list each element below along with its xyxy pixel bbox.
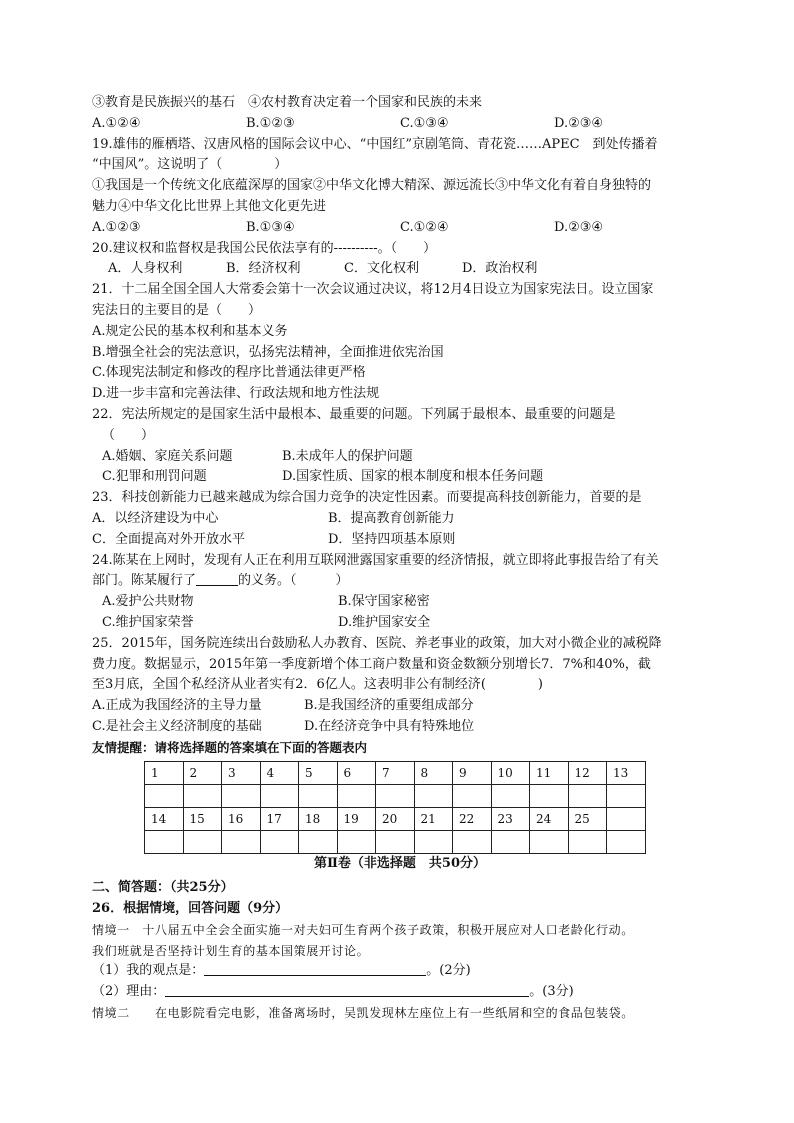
answer-number-cell: 13 xyxy=(607,761,646,784)
q21-stem-2: 宪法日的主要目的是（ ） xyxy=(92,302,262,318)
answer-number-cell: 23 xyxy=(491,807,530,830)
q26-scenario-2: 情境二 在电影院看完电影，准备离场时，吴凯发现林左座位上有一些纸屑和空的食品包装袋。 xyxy=(92,1006,634,1021)
q23-options-row-2 xyxy=(92,530,708,551)
answer-table xyxy=(144,761,646,854)
q24-options-row-1 xyxy=(92,592,708,613)
q22-option-d: D.国家性质、国家的根本制度和根本任务问题 xyxy=(282,469,544,485)
answer-blank-cell[interactable] xyxy=(568,784,607,807)
q22-option-a: A.婚姻、家庭关系问题 xyxy=(102,448,233,464)
answer-number-cell: 6 xyxy=(337,761,376,784)
answer-blank-cell[interactable] xyxy=(260,784,299,807)
q24-stem-2 xyxy=(92,571,708,592)
q21-option-c: C.体现宪法制定和修改的程序比普通法律更严格 xyxy=(92,365,366,381)
answer-blank-cell[interactable] xyxy=(222,830,261,853)
q20-option-d: D．政治权利 xyxy=(462,261,538,277)
answer-table-number-row-2 xyxy=(145,807,646,830)
answer-blank-cell[interactable] xyxy=(607,830,646,853)
answer-blank-cell[interactable] xyxy=(183,830,222,853)
answer-number-cell: 15 xyxy=(183,807,222,830)
q22-option-b: B.未成年人的保护问题 xyxy=(282,448,413,464)
answer-blank-cell[interactable] xyxy=(453,830,492,853)
q24-options-row-2 xyxy=(92,613,708,634)
q26-title: 26．根据情境，回答问题（9分） xyxy=(92,901,289,917)
answer-blank-cell[interactable] xyxy=(568,830,607,853)
answer-blank-cell[interactable] xyxy=(491,784,530,807)
answer-number-cell: 7 xyxy=(376,761,415,784)
q24-stem-1: 24.陈某在上网时，发现有人正在利用互联网泄露国家重要的经济情报，就立即将此事报告给了有关 xyxy=(92,552,659,568)
q25-stem-3: 至3月底，全国个私经济从业者实有2．6亿人。这表明非公有制经济( ) xyxy=(92,677,543,693)
q19-option-a: A.①②③ xyxy=(92,219,141,235)
q25-options-row-1 xyxy=(92,696,708,717)
q22-options-row-1 xyxy=(92,447,708,468)
q23-option-b: B．提高教育创新能力 xyxy=(328,510,455,526)
q18-options xyxy=(92,114,708,135)
answer-number-cell: 25 xyxy=(568,807,607,830)
answer-number-cell: 3 xyxy=(222,761,261,784)
answer-number-cell xyxy=(607,807,646,830)
answer-table-number-row-1 xyxy=(145,761,646,784)
answer-number-cell: 19 xyxy=(337,807,376,830)
q25-option-a: A.正成为我国经济的主导力量 xyxy=(92,698,262,714)
q23-stem: 23．科技创新能力已越来越成为综合国力竞争的决定性因素。而要提高科技创新能力，首要的是 xyxy=(92,490,642,506)
answer-blank-cell[interactable] xyxy=(607,784,646,807)
q26-sub-2-label: （2）理由： xyxy=(92,984,166,1000)
q18-option-a: A.①②④ xyxy=(92,115,141,131)
q26-sub-2-answer-blank[interactable] xyxy=(165,982,529,997)
q24-option-d: D.维护国家安全 xyxy=(338,614,431,630)
q26-sub-1-points: 。(2分) xyxy=(426,963,471,979)
q26-sub-2 xyxy=(92,982,708,1003)
q25-option-d: D.在经济竞争中具有特殊地位 xyxy=(304,718,475,734)
q22-option-c: C.犯罪和刑罚问题 xyxy=(102,469,207,485)
answer-blank-cell[interactable] xyxy=(414,830,453,853)
answer-number-cell: 17 xyxy=(260,807,299,830)
part-2-title: 第Ⅱ卷（非选择题 共50分） xyxy=(313,855,487,871)
q21-stem-1: 21．十二届全国全国人大常委会第十一次会议通过决议，将12月4日设立为国家宪法日。设立国家 xyxy=(92,282,654,298)
answer-number-cell: 20 xyxy=(376,807,415,830)
answer-table-blank-row-1 xyxy=(145,784,646,807)
answer-number-cell: 9 xyxy=(453,761,492,784)
answer-table-blank-row-2 xyxy=(145,830,646,853)
q26-sub-1-answer-blank[interactable] xyxy=(204,961,426,976)
answer-number-cell: 22 xyxy=(453,807,492,830)
answer-reminder: 友情提醒：请将选择题的答案填在下面的答题表内 xyxy=(92,739,368,755)
answer-number-cell: 24 xyxy=(530,807,569,830)
q23-option-c: C．全面提高对外开放水平 xyxy=(92,531,245,547)
q26-sub-1 xyxy=(92,961,708,982)
q19-stem-1: 19.雄伟的雁栖塔、汉唐风格的国际会议中心、“中国红”京剧笔筒、青花瓷……APEC 到处传播着 xyxy=(92,136,658,152)
q18-option-c: C.①③④ xyxy=(400,115,449,131)
answer-blank-cell[interactable] xyxy=(299,784,338,807)
q19-statements-2: 魅力④中华文化比世界上其他文化更先进 xyxy=(92,198,327,214)
q22-options-row-2 xyxy=(92,467,708,488)
answer-blank-cell[interactable] xyxy=(337,830,376,853)
answer-number-cell: 5 xyxy=(299,761,338,784)
q24-option-a: A.爱护公共财物 xyxy=(102,594,194,610)
q23-option-a: A．以经济建设为中心 xyxy=(92,510,219,526)
answer-blank-cell[interactable] xyxy=(145,830,184,853)
q20-option-b: B．经济权利 xyxy=(226,261,301,277)
answer-number-cell: 8 xyxy=(414,761,453,784)
answer-blank-cell[interactable] xyxy=(299,830,338,853)
answer-blank-cell[interactable] xyxy=(414,784,453,807)
answer-number-cell: 1 xyxy=(145,761,184,784)
answer-blank-cell[interactable] xyxy=(183,784,222,807)
q19-option-d: D.②③④ xyxy=(554,219,604,235)
q18-option-b: B.①②③ xyxy=(246,115,295,131)
q19-stem-2: “中国风”。这说明了（ ） xyxy=(92,157,288,173)
q20-options xyxy=(92,259,708,280)
q20-option-c: C．文化权利 xyxy=(344,261,419,277)
answer-number-cell: 16 xyxy=(222,807,261,830)
q19-statements-1: ①我国是一个传统文化底蕴深厚的国家②中华文化博大精深、源远流长③中华文化有着自身独特的 xyxy=(92,178,652,194)
answer-number-cell: 14 xyxy=(145,807,184,830)
answer-blank-cell[interactable] xyxy=(376,830,415,853)
q19-option-b: B.①③④ xyxy=(246,219,295,235)
q25-option-b: B.是我国经济的重要组成部分 xyxy=(304,698,474,714)
q25-options-row-2 xyxy=(92,717,708,738)
q20-stem: 20.建议权和监督权是我国公民依法享有的----------。（ ） xyxy=(92,240,437,256)
answer-blank-cell[interactable] xyxy=(145,784,184,807)
answer-number-cell: 4 xyxy=(260,761,299,784)
answer-number-cell: 10 xyxy=(491,761,530,784)
answer-number-cell: 21 xyxy=(414,807,453,830)
answer-blank-cell[interactable] xyxy=(222,784,261,807)
answer-number-cell: 2 xyxy=(183,761,222,784)
q22-stem-2: （ ） xyxy=(102,427,155,443)
q25-stem-1: 25．2015年，国务院连续出台鼓励私人办教育、医院、养老事业的政策，加大对小微企业的减税降 xyxy=(92,635,662,651)
q22-stem-1: 22．宪法所规定的是国家生活中最根本、最重要的问题。下列属于最根本、最重要的问题是 xyxy=(92,406,616,422)
q24-option-c: C.维护国家荣誉 xyxy=(102,614,194,630)
answer-number-cell: 11 xyxy=(530,761,569,784)
q21-option-a: A.规定公民的基本权利和基本义务 xyxy=(92,323,288,339)
q23-options-row-1 xyxy=(92,509,708,530)
answer-number-cell: 18 xyxy=(299,807,338,830)
q24-option-b: B.保守国家秘密 xyxy=(338,594,430,610)
q18-option-d: D.②③④ xyxy=(554,115,604,131)
section-2-heading: 二、简答题：（共25分） xyxy=(92,880,234,896)
q26-sub-2-points: 。(3分) xyxy=(529,984,574,1000)
answer-blank-cell[interactable] xyxy=(376,784,415,807)
answer-number-cell: 12 xyxy=(568,761,607,784)
exam-page xyxy=(92,93,708,1024)
q21-option-d: D.进一步丰富和完善法律、行政法规和地方性法规 xyxy=(92,386,380,402)
answer-blank-cell[interactable] xyxy=(337,784,376,807)
q21-option-b: B.增强全社会的宪法意识，弘扬宪法精神，全面推进依宪治国 xyxy=(92,344,444,360)
q19-option-c: C.①②④ xyxy=(400,219,449,235)
answer-blank-cell[interactable] xyxy=(491,830,530,853)
q18-option-tail: ③教育是民族振兴的基石 ④农村教育决定着一个国家和民族的未来 xyxy=(92,95,483,110)
q24-stem-2-end: 的义务。（ ） xyxy=(238,573,349,589)
q25-option-c: C.是社会主义经济制度的基础 xyxy=(92,718,262,734)
answer-blank-cell[interactable] xyxy=(530,784,569,807)
q26-scenario-1-line-1: 情境一 十八届五中全会全面实施一对夫妇可生育两个孩子政策，积极开展应对人口老龄化行动。 xyxy=(92,922,634,937)
q20-option-a: A．人身权利 xyxy=(108,261,183,277)
answer-blank-cell[interactable] xyxy=(453,784,492,807)
q23-option-d: D．坚持四项基本原则 xyxy=(328,531,456,547)
q19-options xyxy=(92,218,708,239)
answer-blank-cell[interactable] xyxy=(260,830,299,853)
q24-stem-2-start: 部门。陈某履行了 xyxy=(92,573,197,589)
q26-scenario-1-line-2: 我们班就是否坚持计划生育的基本国策展开讨论。 xyxy=(92,943,370,958)
q24-blank[interactable] xyxy=(196,571,238,586)
q25-stem-2: 费力度。数据显示，2015年第一季度新增个体工商户数量和资金数额分别增长7．7%和40%，截 xyxy=(92,656,651,672)
answer-blank-cell[interactable] xyxy=(530,830,569,853)
q26-sub-1-label: （1）我的观点是： xyxy=(92,963,205,979)
